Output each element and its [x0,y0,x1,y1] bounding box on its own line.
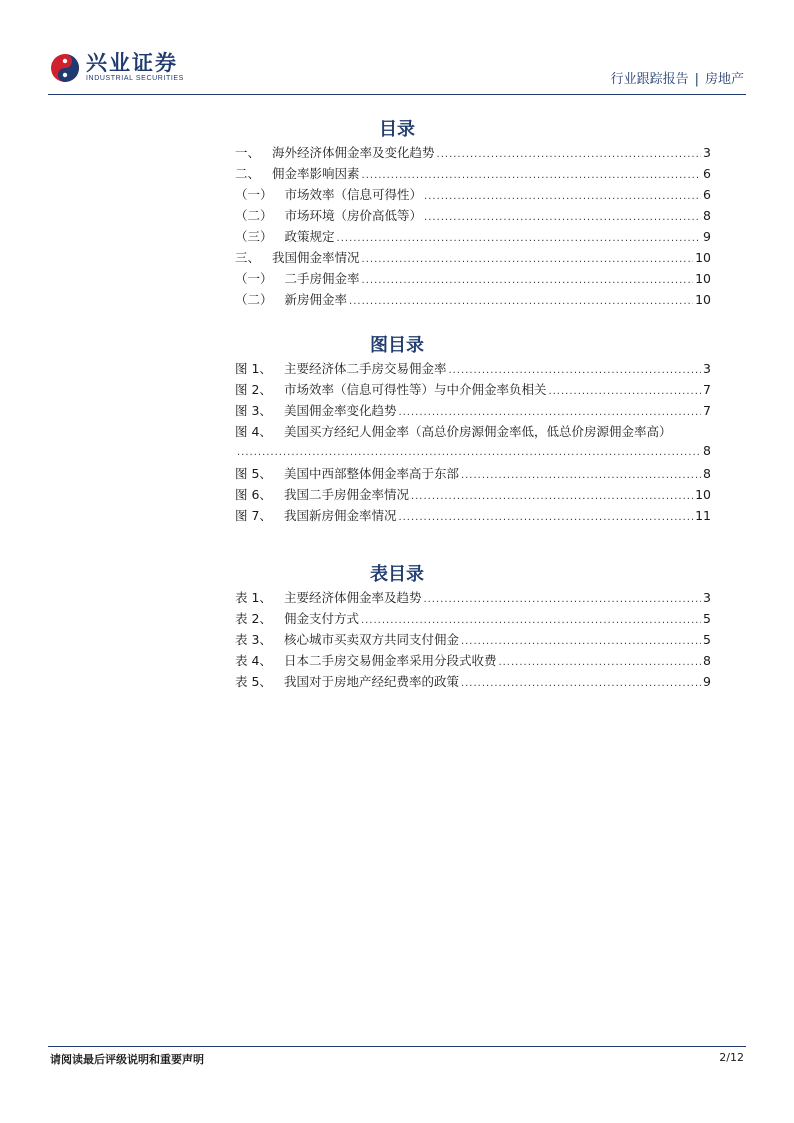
toc-leader-dots [362,275,694,286]
toc-leader-dots [461,636,701,647]
toc-entry-title: 市场效率（信息可得性） [284,187,423,202]
toc-leader-dots [361,615,701,626]
toc-entry-title: 市场效率（信息可得性等）与中介佣金率负相关 [283,382,547,397]
toc-entry-number: 图 7、 [235,508,272,523]
toc-entry-title: 我国佣金率情况 [272,250,360,265]
toc-entry-number: 图 2、 [235,382,272,397]
toc-entry[interactable] [235,401,711,422]
toc-entry[interactable] [235,143,711,164]
toc-entry-title: 海外经济体佣金率及变化趋势 [272,145,435,160]
toc-entry-title: 我国新房佣金率情况 [283,508,397,523]
company-logo [50,52,184,83]
toc-entry[interactable] [235,588,711,609]
report-sector: 房地产 [704,72,744,87]
toc-leader-dots [498,657,701,668]
page-number: 2/12 [719,1051,744,1064]
toc-entry-title: 美国中西部整体佣金率高于东部 [283,466,459,481]
toc-entry[interactable] [235,206,711,227]
toc-entry-title: 美国买方经纪人佣金率（高总价房源佣金率低，低总价房源佣金率高） [283,424,672,439]
toc-entry-continuation[interactable] [235,443,711,464]
figures-title: 图目录 [370,335,424,356]
toc-entry-number: 图 5、 [235,466,272,481]
toc-entry-title: 美国佣金率变化趋势 [283,403,397,418]
toc-entry-number: 表 5、 [235,674,272,689]
toc-entry[interactable] [235,227,711,248]
page-header [48,46,746,95]
toc-entry-page: 8 [703,208,711,223]
toc-entry-title: 二手房佣金率 [284,271,360,286]
toc-title: 目录 [379,119,415,140]
toc-entry[interactable] [235,380,711,401]
toc-leader-dots [437,149,701,160]
toc-entry-number: （二） [235,208,273,223]
report-type [611,68,744,87]
toc-entry-page: 8 [703,653,711,668]
toc-entry-number: （一） [235,271,273,286]
toc-entry[interactable] [235,464,711,485]
toc-entry-number: 图 6、 [235,487,272,502]
toc-entry-page: 8 [703,466,711,481]
toc-entry-title: 我国对于房地产经纪费率的政策 [283,674,459,689]
toc-entry[interactable] [235,359,711,380]
toc-leader-dots [548,386,701,397]
toc-entry-number: 一、 [235,145,261,160]
toc-entry[interactable] [235,248,711,269]
toc-leader-dots [237,447,701,458]
toc-entry[interactable] [235,506,711,527]
report-category: 行业跟踪报告 [610,72,689,87]
toc-leader-dots [424,212,701,223]
toc-entry-title: 新房佣金率 [284,292,348,307]
toc-entry[interactable] [235,422,711,443]
toc-entry-page: 8 [703,443,711,458]
toc-leader-dots [423,594,701,605]
toc-entry-page: 5 [703,611,711,626]
toc-entry-number: 图 3、 [235,403,272,418]
toc-leader-dots [411,491,693,502]
toc-entry-page: 6 [703,166,711,181]
toc-entry[interactable] [235,485,711,506]
logo-english-name: INDUSTRIAL SECURITIES [86,75,184,82]
toc-entry-page: 10 [695,271,711,286]
header-separator: | [694,72,699,87]
toc-entry-page: 10 [695,292,711,307]
toc-entry-title: 核心城市买卖双方共同支付佣金 [283,632,459,647]
footer-disclaimer: 请阅读最后评级说明和重要声明 [50,1053,204,1066]
toc-entry-number: 三、 [235,250,261,265]
toc-entry-number: 图 1、 [235,361,272,376]
toc-leader-dots [461,678,701,689]
toc-entry-number: 表 1、 [235,590,272,605]
toc-leader-dots [448,365,701,376]
toc-entry-title: 主要经济体佣金率及趋势 [283,590,422,605]
toc-entry-title: 市场环境（房价高低等） [284,208,423,223]
toc-entry[interactable] [235,185,711,206]
toc-entry-page: 3 [703,590,711,605]
toc-entry-page: 7 [703,382,711,397]
toc-entry-number: 图 4、 [235,424,272,439]
toc-entry-title: 主要经济体二手房交易佣金率 [283,361,447,376]
toc-entry-number: （一） [235,187,273,202]
toc-entry[interactable] [235,609,711,630]
toc-leader-dots [362,254,694,265]
toc-entry-number: 表 4、 [235,653,272,668]
toc-entry-page: 3 [703,145,711,160]
toc-entry-page: 5 [703,632,711,647]
toc-entry-title: 我国二手房佣金率情况 [283,487,409,502]
toc-leader-dots [398,407,701,418]
toc-entry-page: 6 [703,187,711,202]
logo-chinese-name: 兴业证券 [86,50,178,75]
toc-entry-page: 10 [695,250,711,265]
toc-leader-dots [424,191,701,202]
toc-entry-number: （三） [235,229,273,244]
toc-entry-number: 表 2、 [235,611,272,626]
toc-entry[interactable] [235,164,711,185]
tables-list [235,588,711,693]
toc-entry-page: 3 [703,361,711,376]
toc-entry-title: 日本二手房交易佣金率采用分段式收费 [283,653,497,668]
toc-entry-page: 9 [703,229,711,244]
toc-entry[interactable] [235,672,711,693]
toc-entry-number: 表 3、 [235,632,272,647]
toc-entry-title: 佣金支付方式 [283,611,359,626]
toc-leader-dots [461,470,701,481]
toc-entry-page: 7 [703,403,711,418]
toc-leader-dots [362,170,701,181]
toc-entry-title: 政策规定 [284,229,335,244]
page-footer [48,1046,746,1066]
toc-leader-dots [398,512,693,523]
toc-leader-dots [349,296,693,307]
toc-entry-page: 11 [695,508,711,523]
toc-entry-number: 二、 [235,166,261,181]
toc-leader-dots [337,233,701,244]
toc-entry-page: 9 [703,674,711,689]
toc-entry[interactable] [235,269,711,290]
figures-list [235,359,711,527]
tables-title: 表目录 [370,564,424,585]
toc-entry-number: （二） [235,292,273,307]
toc-entry[interactable] [235,630,711,651]
toc-entry-title: 佣金率影响因素 [272,166,360,181]
toc-list [235,143,711,311]
logo-icon [50,53,80,83]
toc-entry-page: 10 [695,487,711,502]
toc-entry[interactable] [235,651,711,672]
toc-entry[interactable] [235,290,711,311]
